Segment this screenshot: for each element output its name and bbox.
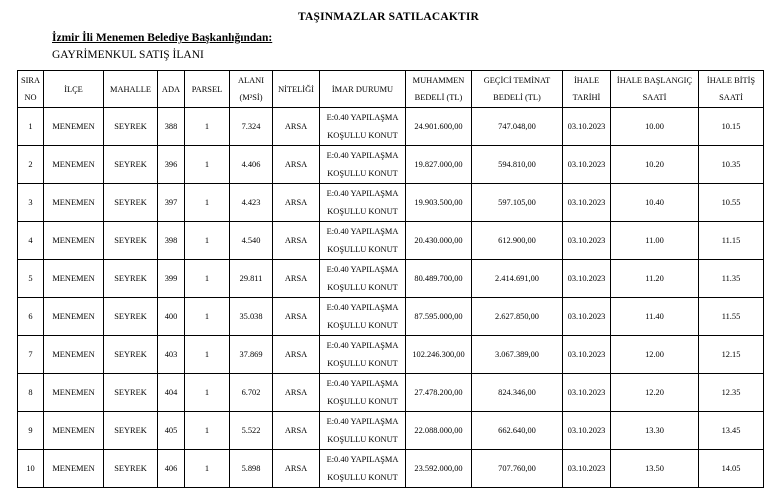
cell-ada: 399 [158,260,185,298]
cell-mahalle: SEYREK [104,146,158,184]
cell-baslangic: 12.00 [611,336,699,374]
cell-teminat: 2.414.691,00 [472,260,563,298]
cell-alani: 4.423 [230,184,273,222]
cell-imar [320,260,406,298]
cell-tarih: 03.10.2023 [563,108,611,146]
column-header-ilce [44,71,104,108]
column-header-muhammen-line: BEDELİ (TL) [414,93,463,102]
cell-niteligi: ARSA [273,184,320,222]
cell-parsel: 1 [185,184,230,222]
cell-imar-line: E:0.40 YAPILAŞMA [326,340,399,350]
cell-ilce: MENEMEN [44,222,104,260]
notice-subtitle: GAYRİMENKUL SATIŞ İLANI [52,49,204,61]
cell-parsel: 1 [185,374,230,412]
column-header-baslangic [611,71,699,108]
cell-imar [320,184,406,222]
cell-parsel: 1 [185,146,230,184]
header-row [18,71,764,108]
cell-imar-line: E:0.40 YAPILAŞMA [326,112,399,122]
cell-teminat: 824.346,00 [472,374,563,412]
cell-imar-line: E:0.40 YAPILAŞMA [326,302,399,312]
table-row [18,450,764,488]
cell-muhammen: 19.903.500,00 [406,184,472,222]
cell-sira: 7 [18,336,44,374]
column-header-ilce-line: İLÇE [64,84,83,94]
cell-mahalle: SEYREK [104,450,158,488]
column-header-alani-line: (M²Sİ) [239,93,263,102]
column-header-bitis-line: SAATİ [719,93,743,102]
cell-ada: 404 [158,374,185,412]
cell-ada: 388 [158,108,185,146]
column-header-sira [18,71,44,108]
cell-baslangic: 10.40 [611,184,699,222]
column-header-teminat [472,71,563,108]
column-header-imar-line: İMAR DURUMU [331,84,394,94]
cell-tarih: 03.10.2023 [563,146,611,184]
cell-mahalle: SEYREK [104,374,158,412]
cell-mahalle: SEYREK [104,184,158,222]
cell-tarih: 03.10.2023 [563,336,611,374]
column-header-parsel [185,71,230,108]
column-header-sira-line: NO [24,93,37,102]
cell-imar-line: KOŞULLU KONUT [327,472,398,482]
table-row [18,184,764,222]
cell-niteligi: ARSA [273,298,320,336]
cell-baslangic: 11.20 [611,260,699,298]
cell-alani: 4.406 [230,146,273,184]
cell-parsel: 1 [185,298,230,336]
column-header-muhammen [406,71,472,108]
cell-teminat: 612.900,00 [472,222,563,260]
cell-imar [320,336,406,374]
cell-bitis: 11.15 [699,222,764,260]
table-row [18,298,764,336]
cell-muhammen: 27.478.200,00 [406,374,472,412]
column-header-alani [230,71,273,108]
table-row [18,260,764,298]
cell-imar-line: E:0.40 YAPILAŞMA [326,264,399,274]
cell-sira: 6 [18,298,44,336]
column-header-bitis [699,71,764,108]
cell-sira: 10 [18,450,44,488]
cell-teminat: 597.105,00 [472,184,563,222]
property-sale-table [17,70,764,488]
cell-baslangic: 13.50 [611,450,699,488]
cell-alani: 5.898 [230,450,273,488]
cell-bitis: 13.45 [699,412,764,450]
cell-bitis: 10.55 [699,184,764,222]
cell-alani: 37.869 [230,336,273,374]
cell-teminat: 662.640,00 [472,412,563,450]
cell-ilce: MENEMEN [44,412,104,450]
cell-imar-line: KOŞULLU KONUT [327,168,398,178]
cell-alani: 7.324 [230,108,273,146]
cell-parsel: 1 [185,450,230,488]
cell-mahalle: SEYREK [104,222,158,260]
cell-ilce: MENEMEN [44,374,104,412]
cell-sira: 2 [18,146,44,184]
column-header-parsel-line: PARSEL [191,84,223,94]
cell-imar-line: E:0.40 YAPILAŞMA [326,378,399,388]
cell-niteligi: ARSA [273,146,320,184]
cell-niteligi: ARSA [273,260,320,298]
cell-parsel: 1 [185,222,230,260]
cell-imar [320,222,406,260]
cell-niteligi: ARSA [273,222,320,260]
cell-sira: 9 [18,412,44,450]
cell-imar-line: E:0.40 YAPILAŞMA [326,150,399,160]
cell-muhammen: 19.827.000,00 [406,146,472,184]
cell-mahalle: SEYREK [104,108,158,146]
table-row [18,412,764,450]
cell-sira: 8 [18,374,44,412]
column-header-bitis-line: İHALE BİTİŞ [706,76,756,85]
column-header-ada-line: ADA [161,84,181,94]
cell-bitis: 10.35 [699,146,764,184]
cell-ilce: MENEMEN [44,298,104,336]
cell-muhammen: 87.595.000,00 [406,298,472,336]
cell-imar-line: KOŞULLU KONUT [327,282,398,292]
cell-sira: 3 [18,184,44,222]
cell-ada: 396 [158,146,185,184]
cell-teminat: 594.810,00 [472,146,563,184]
cell-sira: 5 [18,260,44,298]
column-header-alani-line: ALANI [237,76,265,85]
cell-muhammen: 20.430.000,00 [406,222,472,260]
cell-niteligi: ARSA [273,374,320,412]
cell-parsel: 1 [185,108,230,146]
cell-alani: 4.540 [230,222,273,260]
column-header-teminat-line: GEÇİCİ TEMİNAT [483,76,551,85]
column-header-tarih-line: TARİHİ [572,93,601,102]
cell-ada: 397 [158,184,185,222]
cell-mahalle: SEYREK [104,260,158,298]
cell-ilce: MENEMEN [44,146,104,184]
cell-imar [320,412,406,450]
cell-imar-line: E:0.40 YAPILAŞMA [326,416,399,426]
column-header-tarih [563,71,611,108]
column-header-baslangic-line: SAATİ [642,93,667,102]
cell-imar-line: KOŞULLU KONUT [327,358,398,368]
column-header-sira-line: SIRA [20,76,41,85]
cell-mahalle: SEYREK [104,298,158,336]
cell-imar [320,146,406,184]
cell-imar-line: KOŞULLU KONUT [327,434,398,444]
cell-bitis: 11.55 [699,298,764,336]
cell-niteligi: ARSA [273,412,320,450]
cell-niteligi: ARSA [273,450,320,488]
cell-ilce: MENEMEN [44,336,104,374]
issuer-heading: İzmir İli Menemen Belediye Başkanlığından: [52,32,273,44]
cell-niteligi: ARSA [273,336,320,374]
cell-ada: 406 [158,450,185,488]
cell-ilce: MENEMEN [44,108,104,146]
cell-alani: 6.702 [230,374,273,412]
table-row [18,222,764,260]
cell-baslangic: 10.20 [611,146,699,184]
cell-tarih: 03.10.2023 [563,412,611,450]
cell-imar-line: E:0.40 YAPILAŞMA [326,454,399,464]
cell-ada: 400 [158,298,185,336]
cell-parsel: 1 [185,336,230,374]
cell-imar-line: KOŞULLU KONUT [327,206,398,216]
cell-imar-line: E:0.40 YAPILAŞMA [326,226,399,236]
cell-parsel: 1 [185,260,230,298]
cell-muhammen: 102.246.300,00 [406,336,472,374]
cell-alani: 35.038 [230,298,273,336]
cell-tarih: 03.10.2023 [563,450,611,488]
cell-niteligi: ARSA [273,108,320,146]
cell-muhammen: 24.901.600,00 [406,108,472,146]
cell-imar [320,298,406,336]
column-header-baslangic-line: İHALE BAŞLANGIÇ [616,76,693,85]
cell-baslangic: 10.00 [611,108,699,146]
cell-teminat: 747.048,00 [472,108,563,146]
cell-imar-line: KOŞULLU KONUT [327,320,398,330]
cell-imar-line: KOŞULLU KONUT [327,130,398,140]
cell-ilce: MENEMEN [44,450,104,488]
cell-ilce: MENEMEN [44,184,104,222]
cell-mahalle: SEYREK [104,412,158,450]
cell-imar [320,374,406,412]
table-row [18,146,764,184]
cell-mahalle: SEYREK [104,336,158,374]
cell-bitis: 11.35 [699,260,764,298]
cell-tarih: 03.10.2023 [563,222,611,260]
cell-tarih: 03.10.2023 [563,184,611,222]
table-header [18,71,764,108]
column-header-teminat-line: BEDELİ (TL) [493,93,541,102]
cell-sira: 1 [18,108,44,146]
cell-imar [320,450,406,488]
cell-ada: 405 [158,412,185,450]
cell-sira: 4 [18,222,44,260]
column-header-muhammen-line: MUHAMMEN [412,76,465,85]
table-row [18,374,764,412]
cell-bitis: 12.35 [699,374,764,412]
cell-baslangic: 13.30 [611,412,699,450]
column-header-mahalle-line: MAHALLE [110,84,151,94]
cell-bitis: 14.05 [699,450,764,488]
column-header-niteligi-line: NİTELİĞİ [278,84,314,94]
cell-teminat: 707.760,00 [472,450,563,488]
cell-ilce: MENEMEN [44,260,104,298]
cell-alani: 29.811 [230,260,273,298]
cell-bitis: 10.15 [699,108,764,146]
cell-baslangic: 11.00 [611,222,699,260]
cell-muhammen: 80.489.700,00 [406,260,472,298]
cell-baslangic: 11.40 [611,298,699,336]
cell-tarih: 03.10.2023 [563,298,611,336]
table-row [18,336,764,374]
cell-tarih: 03.10.2023 [563,374,611,412]
cell-imar-line: KOŞULLU KONUT [327,396,398,406]
cell-imar-line: KOŞULLU KONUT [327,244,398,254]
table-row [18,108,764,146]
cell-ada: 403 [158,336,185,374]
cell-ada: 398 [158,222,185,260]
cell-baslangic: 12.20 [611,374,699,412]
cell-muhammen: 22.088.000,00 [406,412,472,450]
cell-tarih: 03.10.2023 [563,260,611,298]
cell-alani: 5.522 [230,412,273,450]
document-title: TAŞINMAZLAR SATILACAKTIR [297,11,480,23]
cell-muhammen: 23.592.000,00 [406,450,472,488]
column-header-ada [158,71,185,108]
cell-teminat: 2.627.850,00 [472,298,563,336]
column-header-niteligi [273,71,320,108]
cell-parsel: 1 [185,412,230,450]
column-header-imar [320,71,406,108]
cell-bitis: 12.15 [699,336,764,374]
column-header-mahalle [104,71,158,108]
table-body [18,108,764,488]
cell-imar-line: E:0.40 YAPILAŞMA [326,188,399,198]
column-header-tarih-line: İHALE [573,76,600,85]
cell-teminat: 3.067.389,00 [472,336,563,374]
cell-imar [320,108,406,146]
